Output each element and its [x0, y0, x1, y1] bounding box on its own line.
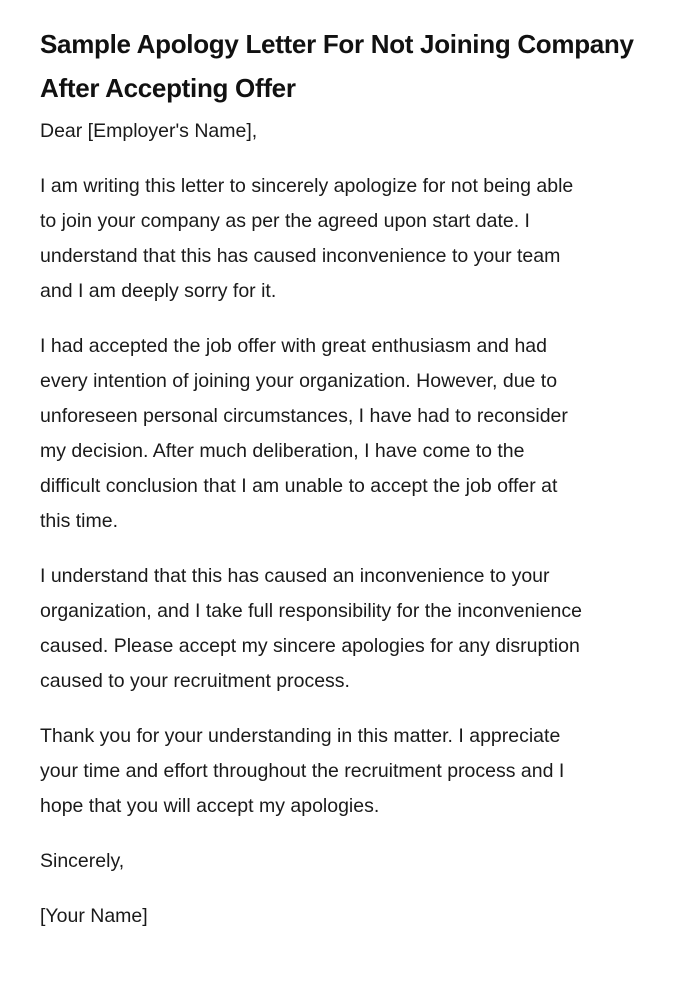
text-line: every intention of joining your organization. However, due to [40, 370, 558, 392]
signature [40, 899, 660, 934]
text-line: hope that you will accept my apologies. [40, 795, 380, 817]
closing [40, 844, 660, 879]
text-line: difficult conclusion that I am unable to accept the job offer at [40, 475, 558, 497]
text-line: your time and effort throughout the recruitment process and I [40, 760, 565, 782]
paragraph-1 [40, 169, 660, 309]
title-line: Sample Apology Letter For Not Joining Company [40, 29, 634, 59]
text-line: and I am deeply sorry for it. [40, 280, 277, 302]
closing-text: Sincerely, [40, 850, 125, 872]
signature-text: [Your Name] [40, 905, 148, 927]
salutation-text: Dear [Employer's Name], [40, 120, 258, 142]
salutation [40, 114, 660, 149]
paragraph-4 [40, 719, 660, 824]
text-line: Thank you for your understanding in this matter. I appreciate [40, 725, 561, 747]
text-line: my decision. After much deliberation, I have come to the [40, 440, 525, 462]
title-line: After Accepting Offer [40, 73, 296, 103]
text-line: this time. [40, 510, 119, 532]
letter-title [40, 22, 660, 110]
text-line: to join your company as per the agreed upon start date. I [40, 210, 530, 232]
paragraph-3 [40, 559, 660, 699]
text-line: caused. Please accept my sincere apologies for any disruption [40, 635, 580, 657]
text-line: organization, and I take full responsibility for the inconvenience [40, 600, 582, 622]
text-line: I am writing this letter to sincerely apologize for not being able [40, 175, 574, 197]
text-line: I understand that this has caused an inconvenience to your [40, 565, 550, 587]
text-line: caused to your recruitment process. [40, 670, 350, 692]
text-line: I had accepted the job offer with great enthusiasm and had [40, 335, 547, 357]
text-line: understand that this has caused inconvenience to your team [40, 245, 561, 267]
text-line: unforeseen personal circumstances, I have had to reconsider [40, 405, 568, 427]
paragraph-2 [40, 329, 660, 539]
